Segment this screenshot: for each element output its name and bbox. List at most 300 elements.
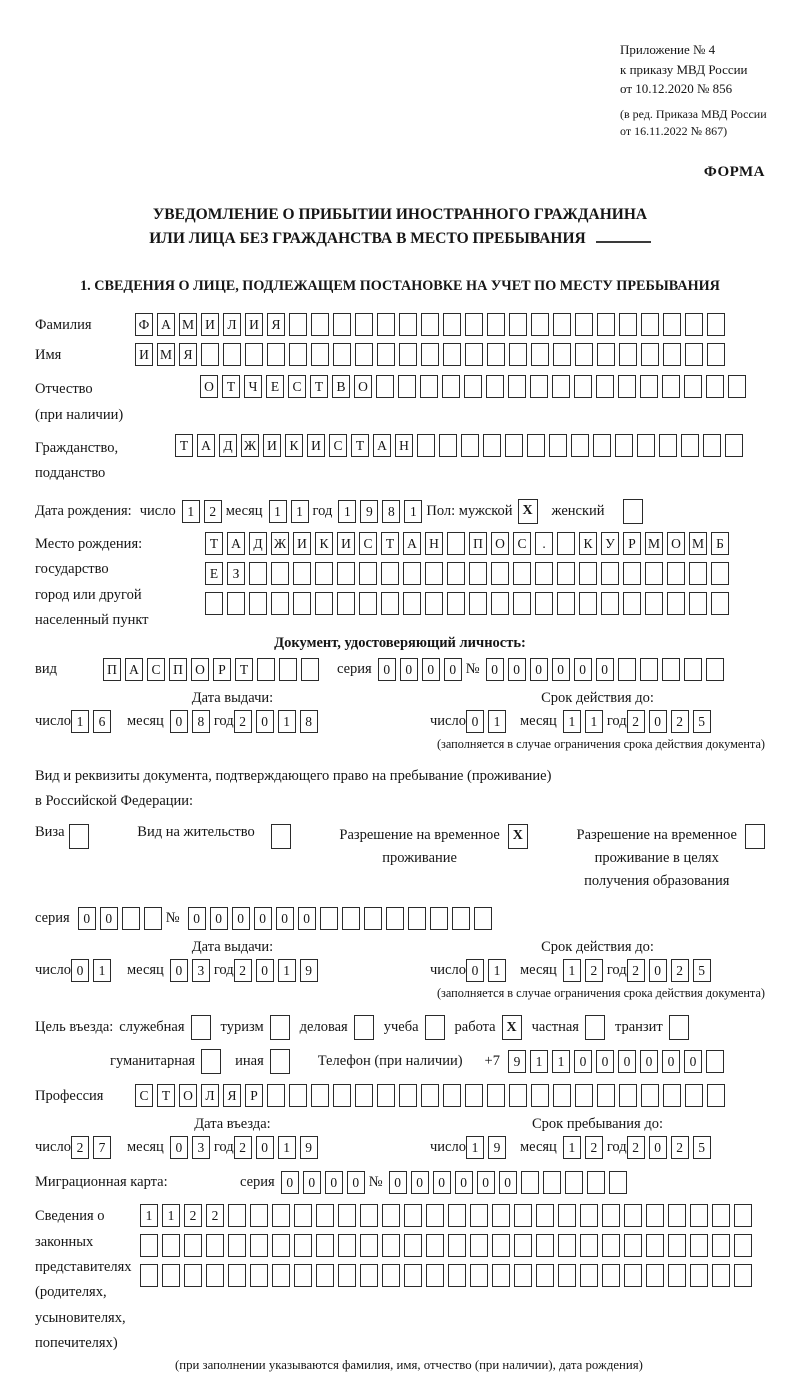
char-box[interactable]: 0 <box>254 907 272 930</box>
char-box[interactable]: 1 <box>182 500 200 523</box>
char-box[interactable]: Т <box>175 434 193 457</box>
char-box[interactable] <box>487 313 505 336</box>
char-box[interactable]: 1 <box>338 500 356 523</box>
char-box[interactable] <box>536 1234 554 1257</box>
char-box[interactable] <box>360 1234 378 1257</box>
char-box[interactable] <box>289 1084 307 1107</box>
char-box[interactable] <box>470 1264 488 1287</box>
char-box[interactable]: И <box>307 434 325 457</box>
char-box[interactable] <box>382 1204 400 1227</box>
purpose-study-checkbox[interactable] <box>425 1015 445 1040</box>
temp-residence-checkbox[interactable]: X <box>508 824 528 849</box>
char-box[interactable] <box>575 1084 593 1107</box>
char-box[interactable]: 2 <box>671 710 689 733</box>
char-box[interactable]: 0 <box>281 1171 299 1194</box>
char-box[interactable] <box>399 1084 417 1107</box>
char-box[interactable] <box>465 313 483 336</box>
char-box[interactable]: 7 <box>93 1136 111 1159</box>
char-box[interactable]: 1 <box>488 710 506 733</box>
char-box[interactable]: 9 <box>488 1136 506 1159</box>
char-box[interactable] <box>250 1204 268 1227</box>
char-box[interactable] <box>461 434 479 457</box>
char-box[interactable]: 0 <box>389 1171 407 1194</box>
char-box[interactable] <box>399 313 417 336</box>
char-box[interactable]: У <box>601 532 619 555</box>
char-box[interactable] <box>338 1234 356 1257</box>
char-box[interactable]: 3 <box>192 959 210 982</box>
char-box[interactable] <box>557 592 575 615</box>
char-box[interactable] <box>596 375 614 398</box>
char-box[interactable] <box>289 343 307 366</box>
char-box[interactable] <box>602 1264 620 1287</box>
char-box[interactable] <box>452 907 470 930</box>
char-box[interactable]: Т <box>381 532 399 555</box>
char-box[interactable]: К <box>285 434 303 457</box>
char-box[interactable] <box>685 343 703 366</box>
char-box[interactable]: О <box>191 658 209 681</box>
char-box[interactable] <box>684 375 702 398</box>
char-box[interactable]: И <box>337 532 355 555</box>
char-box[interactable] <box>530 375 548 398</box>
char-box[interactable] <box>706 375 724 398</box>
char-box[interactable] <box>601 592 619 615</box>
char-box[interactable] <box>430 907 448 930</box>
char-box[interactable] <box>624 1204 642 1227</box>
char-box[interactable]: 5 <box>693 959 711 982</box>
char-box[interactable] <box>404 1264 422 1287</box>
char-box[interactable] <box>421 313 439 336</box>
char-box[interactable] <box>668 1204 686 1227</box>
char-box[interactable] <box>684 658 702 681</box>
char-box[interactable]: Е <box>205 562 223 585</box>
char-box[interactable] <box>470 1234 488 1257</box>
char-box[interactable] <box>579 592 597 615</box>
char-box[interactable] <box>426 1204 444 1227</box>
char-box[interactable] <box>492 1204 510 1227</box>
purpose-business-checkbox[interactable] <box>354 1015 374 1040</box>
char-box[interactable] <box>711 562 729 585</box>
char-box[interactable] <box>711 592 729 615</box>
char-box[interactable] <box>386 907 404 930</box>
char-box[interactable] <box>311 313 329 336</box>
char-box[interactable] <box>712 1204 730 1227</box>
char-box[interactable] <box>646 1204 664 1227</box>
char-box[interactable] <box>734 1264 752 1287</box>
char-box[interactable]: П <box>469 532 487 555</box>
char-box[interactable]: Н <box>425 532 443 555</box>
char-box[interactable]: 0 <box>347 1171 365 1194</box>
char-box[interactable]: Р <box>245 1084 263 1107</box>
char-box[interactable] <box>689 562 707 585</box>
char-box[interactable]: 2 <box>184 1204 202 1227</box>
sex-male-checkbox[interactable]: X <box>518 499 538 524</box>
char-box[interactable] <box>668 1264 686 1287</box>
char-box[interactable]: 0 <box>649 1136 667 1159</box>
char-box[interactable] <box>294 1234 312 1257</box>
char-box[interactable] <box>360 1264 378 1287</box>
char-box[interactable] <box>469 562 487 585</box>
char-box[interactable]: А <box>403 532 421 555</box>
char-box[interactable]: 1 <box>278 710 296 733</box>
char-box[interactable] <box>685 313 703 336</box>
char-box[interactable] <box>442 375 460 398</box>
residence-permit-checkbox[interactable] <box>271 824 291 849</box>
char-box[interactable]: Н <box>395 434 413 457</box>
char-box[interactable]: 0 <box>444 658 462 681</box>
char-box[interactable] <box>140 1264 158 1287</box>
char-box[interactable]: 0 <box>662 1050 680 1073</box>
char-box[interactable] <box>580 1264 598 1287</box>
char-box[interactable]: О <box>200 375 218 398</box>
char-box[interactable] <box>667 562 685 585</box>
char-box[interactable]: 0 <box>477 1171 495 1194</box>
char-box[interactable]: Т <box>310 375 328 398</box>
char-box[interactable] <box>707 313 725 336</box>
char-box[interactable] <box>421 1084 439 1107</box>
char-box[interactable] <box>580 1204 598 1227</box>
char-box[interactable] <box>487 1084 505 1107</box>
char-box[interactable] <box>659 434 677 457</box>
char-box[interactable] <box>359 592 377 615</box>
char-box[interactable] <box>474 907 492 930</box>
char-box[interactable]: М <box>179 313 197 336</box>
char-box[interactable]: 2 <box>585 1136 603 1159</box>
char-box[interactable] <box>377 343 395 366</box>
char-box[interactable] <box>355 1084 373 1107</box>
char-box[interactable]: 0 <box>78 907 96 930</box>
char-box[interactable] <box>575 313 593 336</box>
char-box[interactable] <box>624 1264 642 1287</box>
char-box[interactable]: Т <box>351 434 369 457</box>
char-box[interactable]: А <box>373 434 391 457</box>
char-box[interactable] <box>443 1084 461 1107</box>
char-box[interactable] <box>337 592 355 615</box>
char-box[interactable] <box>640 375 658 398</box>
char-box[interactable]: 0 <box>552 658 570 681</box>
char-box[interactable] <box>619 1084 637 1107</box>
char-box[interactable] <box>712 1264 730 1287</box>
char-box[interactable] <box>580 1234 598 1257</box>
char-box[interactable]: 3 <box>192 1136 210 1159</box>
char-box[interactable] <box>514 1234 532 1257</box>
char-box[interactable]: 0 <box>649 959 667 982</box>
char-box[interactable] <box>535 562 553 585</box>
char-box[interactable]: О <box>354 375 372 398</box>
char-box[interactable] <box>609 1171 627 1194</box>
char-box[interactable] <box>425 562 443 585</box>
char-box[interactable] <box>184 1264 202 1287</box>
char-box[interactable] <box>690 1264 708 1287</box>
temp-residence-edu-checkbox[interactable] <box>745 824 765 849</box>
char-box[interactable]: 0 <box>170 959 188 982</box>
char-box[interactable] <box>228 1204 246 1227</box>
char-box[interactable] <box>553 1084 571 1107</box>
char-box[interactable] <box>619 343 637 366</box>
char-box[interactable]: 1 <box>71 710 89 733</box>
char-box[interactable] <box>316 1264 334 1287</box>
char-box[interactable]: . <box>535 532 553 555</box>
char-box[interactable] <box>637 434 655 457</box>
char-box[interactable]: В <box>332 375 350 398</box>
char-box[interactable] <box>355 343 373 366</box>
char-box[interactable] <box>531 343 549 366</box>
char-box[interactable] <box>597 343 615 366</box>
char-box[interactable]: И <box>245 313 263 336</box>
char-box[interactable]: Т <box>157 1084 175 1107</box>
char-box[interactable]: 1 <box>269 500 287 523</box>
char-box[interactable] <box>543 1171 561 1194</box>
char-box[interactable] <box>364 907 382 930</box>
char-box[interactable] <box>549 434 567 457</box>
char-box[interactable]: 0 <box>455 1171 473 1194</box>
char-box[interactable]: 0 <box>466 959 484 982</box>
char-box[interactable] <box>293 562 311 585</box>
char-box[interactable] <box>557 532 575 555</box>
char-box[interactable] <box>206 1234 224 1257</box>
char-box[interactable]: 9 <box>300 959 318 982</box>
char-box[interactable]: С <box>359 532 377 555</box>
char-box[interactable] <box>272 1204 290 1227</box>
char-box[interactable] <box>403 592 421 615</box>
char-box[interactable] <box>382 1264 400 1287</box>
char-box[interactable] <box>707 343 725 366</box>
char-box[interactable] <box>272 1234 290 1257</box>
char-box[interactable]: 0 <box>499 1171 517 1194</box>
char-box[interactable]: 1 <box>404 500 422 523</box>
char-box[interactable] <box>228 1234 246 1257</box>
char-box[interactable]: 1 <box>585 710 603 733</box>
char-box[interactable]: 0 <box>508 658 526 681</box>
char-box[interactable]: Ж <box>241 434 259 457</box>
char-box[interactable] <box>443 343 461 366</box>
char-box[interactable]: 1 <box>488 959 506 982</box>
char-box[interactable]: 1 <box>552 1050 570 1073</box>
char-box[interactable]: 2 <box>234 710 252 733</box>
char-box[interactable] <box>447 532 465 555</box>
char-box[interactable] <box>420 375 438 398</box>
char-box[interactable] <box>618 375 636 398</box>
char-box[interactable] <box>144 907 162 930</box>
char-box[interactable] <box>618 658 636 681</box>
char-box[interactable]: И <box>135 343 153 366</box>
char-box[interactable] <box>271 592 289 615</box>
char-box[interactable] <box>619 313 637 336</box>
char-box[interactable] <box>536 1204 554 1227</box>
char-box[interactable]: 2 <box>671 1136 689 1159</box>
char-box[interactable] <box>663 343 681 366</box>
char-box[interactable]: 1 <box>563 710 581 733</box>
char-box[interactable] <box>448 1264 466 1287</box>
char-box[interactable]: Ж <box>271 532 289 555</box>
char-box[interactable]: 0 <box>574 1050 592 1073</box>
purpose-transit-checkbox[interactable] <box>669 1015 689 1040</box>
char-box[interactable] <box>601 562 619 585</box>
char-box[interactable] <box>465 343 483 366</box>
char-box[interactable] <box>316 1204 334 1227</box>
char-box[interactable]: 5 <box>693 710 711 733</box>
char-box[interactable] <box>408 907 426 930</box>
char-box[interactable]: 0 <box>649 710 667 733</box>
char-box[interactable] <box>491 562 509 585</box>
char-box[interactable] <box>469 592 487 615</box>
char-box[interactable]: 1 <box>278 1136 296 1159</box>
char-box[interactable] <box>250 1234 268 1257</box>
char-box[interactable] <box>465 1084 483 1107</box>
char-box[interactable]: М <box>689 532 707 555</box>
char-box[interactable] <box>509 1084 527 1107</box>
char-box[interactable] <box>487 343 505 366</box>
char-box[interactable]: 8 <box>382 500 400 523</box>
char-box[interactable]: 0 <box>256 959 274 982</box>
char-box[interactable]: П <box>103 658 121 681</box>
char-box[interactable]: 2 <box>585 959 603 982</box>
char-box[interactable]: 0 <box>71 959 89 982</box>
purpose-work-checkbox[interactable]: X <box>502 1015 522 1040</box>
char-box[interactable] <box>558 1234 576 1257</box>
char-box[interactable] <box>521 1171 539 1194</box>
char-box[interactable] <box>311 1084 329 1107</box>
char-box[interactable]: 2 <box>206 1204 224 1227</box>
char-box[interactable]: 1 <box>563 1136 581 1159</box>
char-box[interactable]: Т <box>205 532 223 555</box>
char-box[interactable] <box>509 343 527 366</box>
char-box[interactable] <box>382 1234 400 1257</box>
char-box[interactable] <box>483 434 501 457</box>
char-box[interactable] <box>667 592 685 615</box>
char-box[interactable] <box>574 375 592 398</box>
char-box[interactable] <box>681 434 699 457</box>
char-box[interactable] <box>245 343 263 366</box>
char-box[interactable] <box>597 1084 615 1107</box>
char-box[interactable]: 0 <box>276 907 294 930</box>
char-box[interactable] <box>565 1171 583 1194</box>
char-box[interactable] <box>377 1084 395 1107</box>
char-box[interactable] <box>289 313 307 336</box>
char-box[interactable]: О <box>667 532 685 555</box>
char-box[interactable]: 0 <box>433 1171 451 1194</box>
char-box[interactable]: 0 <box>210 907 228 930</box>
char-box[interactable] <box>514 1264 532 1287</box>
char-box[interactable] <box>355 313 373 336</box>
char-box[interactable] <box>602 1234 620 1257</box>
char-box[interactable]: 6 <box>93 710 111 733</box>
char-box[interactable]: М <box>645 532 663 555</box>
char-box[interactable]: 8 <box>192 710 210 733</box>
char-box[interactable] <box>140 1234 158 1257</box>
char-box[interactable]: С <box>135 1084 153 1107</box>
char-box[interactable] <box>279 658 297 681</box>
char-box[interactable] <box>646 1264 664 1287</box>
char-box[interactable] <box>381 562 399 585</box>
char-box[interactable]: 0 <box>530 658 548 681</box>
char-box[interactable] <box>491 592 509 615</box>
char-box[interactable] <box>706 1050 724 1073</box>
char-box[interactable]: 0 <box>298 907 316 930</box>
char-box[interactable]: 0 <box>100 907 118 930</box>
char-box[interactable] <box>552 375 570 398</box>
char-box[interactable] <box>376 375 394 398</box>
char-box[interactable]: 9 <box>300 1136 318 1159</box>
char-box[interactable]: К <box>315 532 333 555</box>
char-box[interactable] <box>426 1264 444 1287</box>
char-box[interactable] <box>360 1204 378 1227</box>
char-box[interactable]: П <box>169 658 187 681</box>
char-box[interactable]: 1 <box>278 959 296 982</box>
char-box[interactable] <box>333 313 351 336</box>
char-box[interactable] <box>337 562 355 585</box>
char-box[interactable] <box>333 343 351 366</box>
char-box[interactable]: 1 <box>291 500 309 523</box>
char-box[interactable]: 5 <box>693 1136 711 1159</box>
char-box[interactable]: С <box>288 375 306 398</box>
char-box[interactable]: 2 <box>627 959 645 982</box>
char-box[interactable] <box>342 907 360 930</box>
char-box[interactable] <box>531 1084 549 1107</box>
char-box[interactable] <box>201 343 219 366</box>
char-box[interactable]: А <box>197 434 215 457</box>
char-box[interactable] <box>663 313 681 336</box>
char-box[interactable]: С <box>147 658 165 681</box>
purpose-other-checkbox[interactable] <box>270 1049 290 1074</box>
char-box[interactable] <box>294 1204 312 1227</box>
char-box[interactable] <box>505 434 523 457</box>
char-box[interactable] <box>293 592 311 615</box>
char-box[interactable] <box>662 375 680 398</box>
char-box[interactable] <box>316 1234 334 1257</box>
char-box[interactable] <box>690 1204 708 1227</box>
char-box[interactable] <box>448 1204 466 1227</box>
char-box[interactable]: Е <box>266 375 284 398</box>
char-box[interactable]: 0 <box>170 1136 188 1159</box>
char-box[interactable]: Л <box>201 1084 219 1107</box>
char-box[interactable] <box>294 1264 312 1287</box>
char-box[interactable] <box>645 562 663 585</box>
char-box[interactable] <box>509 313 527 336</box>
char-box[interactable] <box>448 1234 466 1257</box>
char-box[interactable]: Ч <box>244 375 262 398</box>
char-box[interactable] <box>734 1204 752 1227</box>
char-box[interactable] <box>712 1234 730 1257</box>
char-box[interactable]: Ф <box>135 313 153 336</box>
char-box[interactable] <box>557 562 575 585</box>
char-box[interactable] <box>426 1234 444 1257</box>
char-box[interactable]: 0 <box>486 658 504 681</box>
char-box[interactable] <box>536 1264 554 1287</box>
char-box[interactable]: И <box>201 313 219 336</box>
char-box[interactable] <box>707 1084 725 1107</box>
char-box[interactable]: 0 <box>422 658 440 681</box>
char-box[interactable] <box>685 1084 703 1107</box>
char-box[interactable] <box>553 313 571 336</box>
char-box[interactable] <box>377 313 395 336</box>
char-box[interactable] <box>587 1171 605 1194</box>
char-box[interactable]: 2 <box>627 1136 645 1159</box>
char-box[interactable] <box>162 1234 180 1257</box>
char-box[interactable]: Т <box>222 375 240 398</box>
char-box[interactable]: 9 <box>360 500 378 523</box>
char-box[interactable] <box>250 1264 268 1287</box>
char-box[interactable]: Б <box>711 532 729 555</box>
char-box[interactable] <box>662 658 680 681</box>
char-box[interactable] <box>571 434 589 457</box>
char-box[interactable] <box>359 562 377 585</box>
char-box[interactable] <box>492 1234 510 1257</box>
char-box[interactable] <box>728 375 746 398</box>
char-box[interactable] <box>421 343 439 366</box>
char-box[interactable] <box>597 313 615 336</box>
char-box[interactable] <box>725 434 743 457</box>
char-box[interactable]: 9 <box>508 1050 526 1073</box>
